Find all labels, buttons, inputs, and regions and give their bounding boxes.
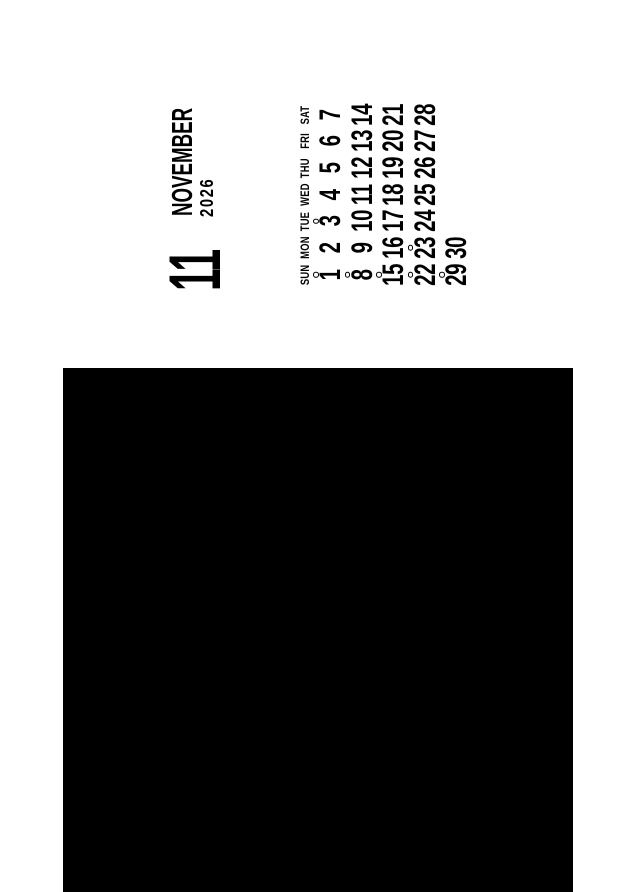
date-cell [315,101,347,128]
date-number: 13 [345,130,379,153]
date-number: 7 [314,109,347,121]
holiday-ring-icon [313,272,319,278]
date-number: 6 [314,135,347,147]
date-cell [410,128,442,155]
date-cell [441,128,473,155]
date-number: 16 [377,236,410,259]
weekday-header-label: FRI [298,133,312,150]
date-cell [378,208,410,235]
date-cell [441,181,473,208]
date-number: 26 [408,156,442,179]
date-number: 5 [314,162,347,174]
date-number: 2 [314,242,347,254]
weekday-header-thu [295,155,315,182]
date-number: 24 [408,210,442,233]
date-cell [410,181,442,208]
date-number: 30 [440,236,473,259]
date-cell [410,208,442,235]
date-cell [347,181,379,208]
date-cell [441,235,473,262]
date-cell [315,208,347,235]
date-number: 3 [314,215,347,227]
date-number: 29 [440,263,473,286]
weekday-header-label: SUN [298,264,312,285]
holiday-ring-icon [439,272,445,278]
date-number: 18 [377,183,410,206]
date-cell [378,155,410,182]
holiday-ring-icon [408,272,414,278]
date-number: 14 [345,103,379,126]
weekday-header-label: MON [298,236,312,260]
date-number: 15 [377,263,410,286]
weekday-header-label: WED [298,183,312,206]
date-cell [347,208,379,235]
date-cell [441,208,473,235]
date-number: 19 [377,156,410,179]
date-cell [347,101,379,128]
date-cell [378,235,410,262]
holiday-ring-icon [313,219,319,225]
date-cell [347,261,379,288]
photo-area [63,368,573,892]
date-cell [347,235,379,262]
date-cell [410,261,442,288]
weekday-header-label: TUE [298,211,312,231]
date-cell [378,101,410,128]
date-cell [315,155,347,182]
date-number: 21 [377,103,410,126]
date-cell [315,235,347,262]
date-number: 12 [345,156,379,179]
date-cell [441,101,473,128]
date-number: 1 [314,269,347,281]
date-number: 11 [345,184,379,206]
date-cell [378,128,410,155]
holiday-ring-icon [345,272,351,278]
holiday-ring-icon [408,245,414,251]
calendar-grid [295,101,473,288]
date-cell [315,261,347,288]
date-number: 17 [377,210,410,233]
weekday-header-fri [295,128,315,155]
date-cell [315,181,347,208]
month-name: NOVEMBER [167,107,199,216]
year-label: 2026 [197,177,217,217]
date-number: 23 [408,236,442,259]
date-number: 9 [345,242,379,254]
date-number: 20 [377,130,410,153]
date-number: 8 [345,269,379,281]
weekday-header-tue [295,208,315,235]
date-cell [347,155,379,182]
date-number: 25 [408,183,442,206]
date-number: 28 [408,103,442,126]
weekday-header-sun [295,261,315,288]
holiday-ring-icon [376,272,382,278]
weekday-header-label: THU [298,157,312,178]
date-cell [315,128,347,155]
date-cell [410,235,442,262]
date-cell [347,128,379,155]
date-number: 4 [314,189,347,201]
date-number: 27 [408,130,442,153]
weekday-header-label: SAT [298,105,312,124]
month-number: 11 [155,250,236,291]
weekday-header-mon [295,235,315,262]
date-cell [378,261,410,288]
date-cell [410,101,442,128]
date-cell [441,261,473,288]
weekday-header-wed [295,181,315,208]
date-number: 10 [345,210,379,233]
weekday-header-sat [295,101,315,128]
date-cell [441,155,473,182]
date-number: 22 [408,263,442,286]
date-cell [410,155,442,182]
date-cell [378,181,410,208]
